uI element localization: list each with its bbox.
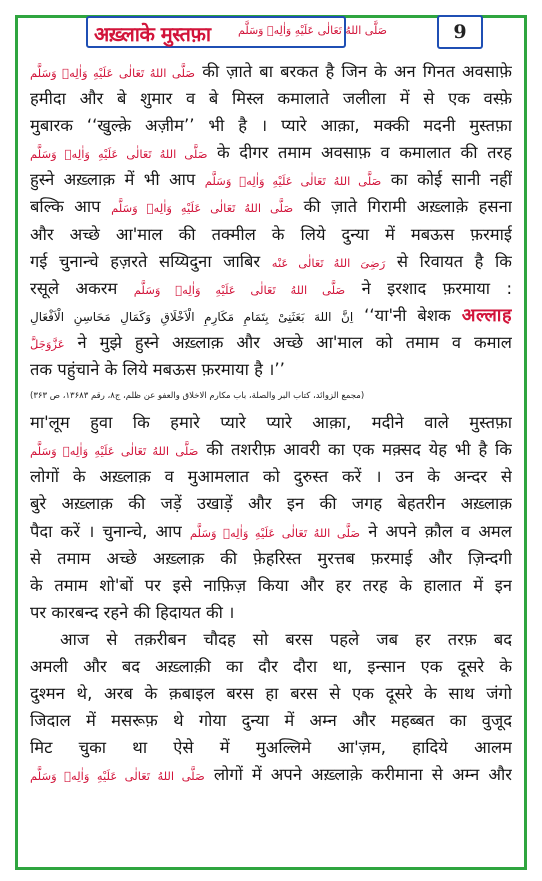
text-line: के तमाम शो'बों पर इसे नाफ़िज़ किया और हर तरह के हालात में इन <box>30 575 512 595</box>
allah-word: अल्लाह <box>461 304 512 326</box>
line-text: रसूले अकरम <box>30 278 118 298</box>
page-number-box <box>437 15 483 49</box>
line-text: लोगों में अपने अख़्लाक़े करीमाना से अम्न और <box>213 765 512 785</box>
honorific: عَزَّوَجَلَّ <box>30 336 65 351</box>
book-title: अख़्लाके मुस्तफ़ा <box>94 22 211 46</box>
text-line <box>30 761 512 788</box>
text-line <box>30 302 512 329</box>
line-text: बल्कि आप <box>30 197 101 217</box>
honorific: رَضِیَ اللهُ تَعَالٰی عَنْه <box>271 255 386 270</box>
line-text: गई चुनान्चे हज़रते सय्यिदुना जाबिर <box>30 251 261 271</box>
text-line <box>30 139 512 166</box>
line-text: की तशरीफ़ आवरी का एक मक़्सद येह भी है कि <box>206 440 512 460</box>
header-banner <box>86 16 387 48</box>
text-line: मिट चुका था ऐसे में मुअल्लिमे आ'ज़म, हादिये आलम <box>30 738 512 758</box>
honorific: صَلَّى اللهُ تَعَالٰى عَلَيْهِ وَاٰلِهٖ وَسَلَّم <box>30 444 199 459</box>
text-line: और अच्छे आ'माल की तक्मील के लिये दुन्या में मबऊस फ़रमाई <box>30 224 512 244</box>
line-text: ने अपने क़ौल व अमल <box>368 521 512 541</box>
text-line: पर कारबन्द रहने की हिदायत की । <box>30 602 235 622</box>
text-line <box>30 248 512 275</box>
title-honorific: صَلَّى اللهُ تَعَالٰى عَلَيْهِ وَاٰلِهٖ وَسَلَّم <box>238 24 387 37</box>
text-line: बुरे अख़्लाक़ की जड़ें उखाड़ें और इन की जगह बेहतरीन अख़्लाक़ <box>30 494 512 514</box>
line-text: हुस्ने अख़्लाक़ में भी आप <box>30 170 196 190</box>
text-line: तक पहुंचाने के लिये मबऊस फ़रमाया है ।’’ <box>30 360 285 380</box>
honorific: صَلَّى اللهُ تَعَالٰى عَلَيْهِ وَاٰلِهٖ وَسَلَّم <box>111 201 294 216</box>
text-line: आज से तक़रीबन चौदह सो बरस पहले जब हर तरफ़ बद <box>60 629 512 649</box>
line-text: से रिवायत है कि <box>396 251 512 271</box>
honorific: صَلَّى اللهُ تَعَالٰى عَلَيْهِ وَاٰلِهٖ وَسَلَّم <box>133 282 346 297</box>
text-line: अमली और बद अख़्लाक़ी का दौर दौरा था, इन्सान एक दूसरे के <box>30 656 512 676</box>
line-text: पैदा करें । चुनान्चे, आप <box>30 521 182 541</box>
text-line: मा'लूम हुवा कि हमारे प्यारे प्यारे आक़ा, मदीने वाले मुस्तफ़ा <box>30 413 512 433</box>
line-text: ने इरशाद फ़रमाया : <box>361 278 512 298</box>
text-body <box>30 58 512 788</box>
line-text: के दीगर तमाम अवसाफ़ व कमालात की तरह <box>217 143 512 163</box>
line-text: की ज़ाते बा बरकत है जिन के अन गिनत अवसाफ़े <box>202 62 512 81</box>
page-number: 9 <box>453 21 467 43</box>
text-line: हमीदा और बे शुमार व बे मिस्ल कमालाते जलीला में से एक वस्फ़े <box>30 89 512 109</box>
text-line <box>30 166 512 193</box>
text-line <box>30 436 512 463</box>
reference-citation: (مجمع الزوائد، کتاب البر والصلة، باب مکارم الاخلاق والعفو عن ظلم، ج۸، رقم ۱۳۶۸۳، ص ۳۶۳) <box>30 391 365 402</box>
line-text: ‘‘या'नी बेशक <box>364 305 451 325</box>
honorific: صَلَّى اللهُ تَعَالٰى عَلَيْهِ وَاٰلِهٖ وَسَلَّم <box>30 66 196 80</box>
line-text: ने मुझे हुस्ने अख़्लाक़ और अच्छे आ'माल को तमाम व कमाल <box>77 332 512 352</box>
text-line: दुश्मन थे, अरब के क़बाइल बरस हा बरस से एक दूसरे के साथ जंगो <box>30 684 512 704</box>
text-line <box>30 518 512 545</box>
honorific: صَلَّى اللهُ تَعَالٰى عَلَيْهِ وَاٰلِهٖ وَسَلَّم <box>204 174 382 189</box>
text-line <box>30 275 512 302</box>
text-line: से तमाम अच्छे अख़्लाक़ की फ़ेहरिस्त मुरत्तब फ़रमाई और ज़िन्दगी <box>30 548 512 568</box>
text-line <box>30 193 512 220</box>
text-line: जिदाल में मसरूफ़ थे गोया दुन्या में अम्न और महब्बत का वुजूद <box>30 711 512 731</box>
line-text: की ज़ाते गिरामी अख़्लाक़े हसना <box>303 197 512 217</box>
honorific: صَلَّى اللهُ تَعَالٰى عَلَيْهِ وَاٰلِهٖ وَسَلَّم <box>189 525 361 540</box>
honorific: صَلَّى اللهُ تَعَالٰى عَلَيْهِ وَاٰلِهٖ وَسَلَّم <box>30 769 205 784</box>
text-line: लोगों के अख़्लाक़ व मुआमलात को दुरुस्त करें । उन के अन्दर से <box>30 467 512 487</box>
honorific: صَلَّى اللهُ تَعَالٰى عَلَيْهِ وَاٰلِهٖ وَسَلَّم <box>30 147 208 162</box>
text-line <box>30 58 512 85</box>
text-line <box>30 329 512 356</box>
text-line: मुबारक ‘‘खुल्क़े अज़ीम’’ भी है । प्यारे आक़ा, मक्की मदनी मुस्तफ़ा <box>30 116 512 136</box>
line-text: का कोई सानी नहीं <box>390 170 512 190</box>
arabic-hadith: اِنَّ اللهَ بَعَثَنِیْ بِتَمَامِ مَكَارِمِ الْاَخْلَاقِ وَكَمَالِ مَحَاسِنِ الْاَفْعَالِ <box>30 309 354 324</box>
